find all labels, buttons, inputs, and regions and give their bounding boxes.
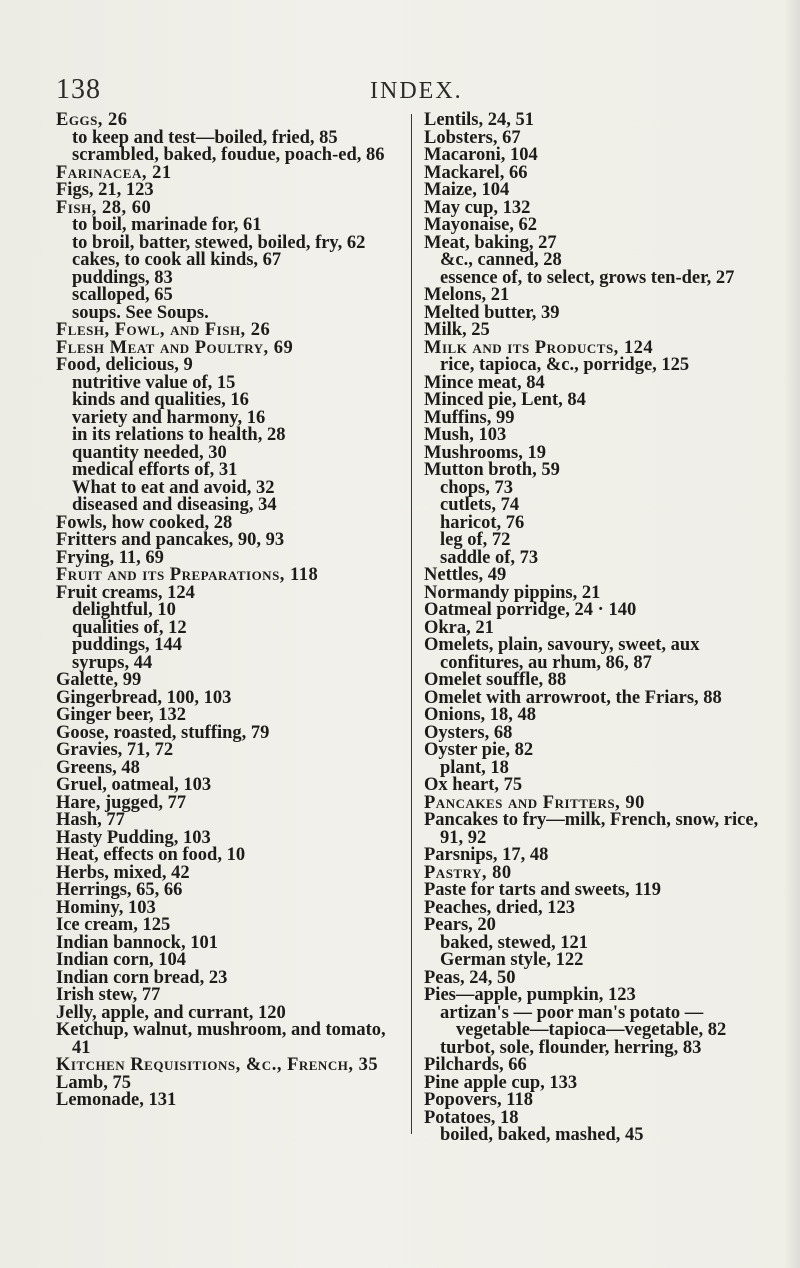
index-subentry: scalloped, 65 — [72, 285, 173, 305]
index-subentry: medical efforts of, 31 — [72, 460, 238, 480]
index-entry: Pears, 20 — [424, 915, 496, 935]
running-head — [0, 62, 800, 105]
index-entry: Indian corn bread, 23 — [56, 967, 228, 988]
index-entry: Eggs, 26 — [56, 110, 128, 130]
index-subentry: cutlets, 74 — [440, 495, 520, 515]
index-subentry: nutritive value of, 15 — [72, 372, 236, 393]
index-entry: Pine apple cup, 133 — [424, 1072, 578, 1093]
index-entry: Potatoes, 18 — [424, 1107, 519, 1128]
index-entry: Frying, 11, 69 — [56, 547, 164, 568]
index-entry: Melons, 21 — [424, 285, 510, 305]
index-entry: Fruit creams, 124 — [56, 582, 195, 603]
index-entry: Fish, 28, 60 — [56, 197, 152, 218]
index-entry: Ketchup, walnut, mushroom, and tomato, 41 — [56, 1020, 386, 1058]
index-subentry: What to eat and avoid, 32 — [72, 477, 275, 498]
index-entry: Hare, jugged, 77 — [56, 792, 187, 813]
index-entry: Hasty Pudding, 103 — [56, 827, 211, 848]
index-entry: Flesh, Fowl, and Fish, 26 — [56, 320, 271, 340]
index-entry: Popovers, 118 — [424, 1090, 533, 1110]
index-entry: Gravies, 71, 72 — [56, 740, 174, 760]
page-title: INDEX. — [370, 78, 463, 104]
index-subentry: haricot, 76 — [440, 512, 525, 533]
index-entry: Normandy pippins, 21 — [424, 582, 601, 603]
index-entry: Kitchen Requisitions, &c., French, 35 — [56, 1055, 379, 1075]
index-entry: Pies—apple, pumpkin, 123 — [424, 985, 636, 1005]
index-subentry: kinds and qualities, 16 — [72, 390, 249, 410]
index-entry: Mince meat, 84 — [424, 372, 545, 393]
index-entry: Ice cream, 125 — [56, 915, 171, 935]
index-subentry: German style, 122 — [440, 950, 584, 970]
index-subentry: scrambled, baked, foudue, poach-ed, 86 — [72, 145, 385, 165]
index-column-right — [424, 112, 776, 1145]
index-subentry: to boil, marinade for, 61 — [72, 215, 262, 235]
index-entry: Irish stew, 77 — [56, 985, 161, 1005]
index-entry: Goose, roasted, stuffing, 79 — [56, 722, 270, 743]
index-subentry: delightful, 10 — [72, 600, 176, 620]
index-subentry: baked, stewed, 121 — [440, 932, 589, 953]
index-subentry: puddings, 83 — [72, 267, 173, 288]
index-column-left — [56, 112, 408, 1110]
index-entry: Ox heart, 75 — [424, 775, 523, 795]
index-entry: Jelly, apple, and currant, 120 — [56, 1002, 286, 1023]
index-subentry: diseased and diseasing, 34 — [72, 495, 277, 515]
index-entry: Okra, 21 — [424, 617, 494, 638]
index-entry: Meat, baking, 27 — [424, 232, 557, 253]
index-entry: Maize, 104 — [424, 180, 510, 200]
index-subentry: rice, tapioca, &c., porridge, 125 — [440, 355, 690, 375]
index-entry: Lentils, 24, 51 — [424, 110, 534, 130]
index-entry: Ginger beer, 132 — [56, 705, 187, 725]
index-entry: Gingerbread, 100, 103 — [56, 687, 232, 708]
column-divider — [411, 114, 412, 1134]
index-subentry: to broil, batter, stewed, boiled, fry, 62 — [72, 232, 366, 253]
index-entry: Omelet with arrowroot, the Friars, 88 — [424, 687, 722, 708]
index-entry: Lobsters, 67 — [424, 127, 521, 148]
index-entry: Onions, 18, 48 — [424, 705, 537, 725]
index-entry: Mushrooms, 19 — [424, 442, 546, 463]
index-subentry: to keep and test—boiled, fried, 85 — [72, 127, 338, 148]
index-entry: Oatmeal porridge, 24 · 140 — [424, 600, 637, 620]
index-subentry: &c., canned, 28 — [440, 250, 562, 270]
index-entry: Hash, 77 — [56, 810, 125, 830]
index-subentry: qualities of, 12 — [72, 617, 187, 638]
page-edge-shadow — [784, 0, 800, 1268]
index-entry: Greens, 48 — [56, 757, 140, 778]
index-entry: Milk, 25 — [424, 320, 490, 340]
index-entry: Fritters and pancakes, 90, 93 — [56, 530, 285, 550]
index-entry: Farinacea, 21 — [56, 162, 172, 183]
index-entry: Pilchards, 66 — [424, 1055, 527, 1075]
index-entry: Omelet souffle, 88 — [424, 670, 567, 690]
index-subentry: plant, 18 — [440, 757, 509, 778]
index-subentry: chops, 73 — [440, 477, 513, 498]
index-entry: Gruel, oatmeal, 103 — [56, 775, 212, 795]
index-subentry: saddle of, 73 — [440, 547, 539, 568]
index-subentry: in its relations to health, 28 — [72, 425, 286, 445]
index-subentry: boiled, baked, mashed, 45 — [440, 1125, 644, 1145]
page-number: 138 — [56, 74, 101, 105]
index-subentry: variety and harmony, 16 — [72, 407, 266, 428]
index-entry: Paste for tarts and sweets, 119 — [424, 880, 662, 900]
index-entry: Galette, 99 — [56, 670, 142, 690]
index-entry: Mackarel, 66 — [424, 162, 528, 183]
index-entry: Omelets, plain, savoury, sweet, aux confitures, au rhum, 86, 87 — [424, 635, 700, 673]
index-entry: Peaches, dried, 123 — [424, 897, 576, 918]
index-entry: Indian bannock, 101 — [56, 932, 218, 953]
index-entry: Fowls, how cooked, 28 — [56, 512, 233, 533]
index-subentry: puddings, 144 — [72, 635, 183, 655]
index-entry: Oysters, 68 — [424, 722, 513, 743]
index-entry: Herbs, mixed, 42 — [56, 862, 190, 883]
index-entry: Heat, effects on food, 10 — [56, 845, 246, 865]
index-entry: Indian corn, 104 — [56, 950, 187, 970]
index-entry: Mush, 103 — [424, 425, 507, 445]
index-entry: Nettles, 49 — [424, 565, 507, 585]
index-entry: Mutton broth, 59 — [424, 460, 560, 480]
index-entry: Pastry, 80 — [424, 862, 512, 883]
index-entry: Pancakes and Fritters, 90 — [424, 792, 645, 813]
index-entry: Milk and its Products, 124 — [424, 337, 654, 358]
index-entry: Lemonade, 131 — [56, 1090, 177, 1110]
index-subentry: turbot, sole, flounder, herring, 83 — [440, 1037, 702, 1058]
index-entry: Minced pie, Lent, 84 — [424, 390, 586, 410]
index-entry: Mayonaise, 62 — [424, 215, 538, 235]
index-entry: Food, delicious, 9 — [56, 355, 193, 375]
index-entry: Figs, 21, 123 — [56, 180, 154, 200]
index-entry: Herrings, 65, 66 — [56, 880, 183, 900]
index-subentry: essence of, to select, grows ten-der, 27 — [440, 267, 735, 288]
index-subentry: syrups, 44 — [72, 652, 153, 673]
index-entry: Fruit and its Preparations, 118 — [56, 565, 319, 585]
index-subentry: soups. See Soups. — [72, 302, 209, 323]
index-entry: Pancakes to fry—milk, French, snow, rice, 91, 92 — [424, 810, 759, 848]
index-entry: Hominy, 103 — [56, 897, 156, 918]
index-entry: Peas, 24, 50 — [424, 967, 516, 988]
index-entry: May cup, 132 — [424, 197, 531, 218]
index-subentry: artizan's — poor man's potato — vegetable—tapioca—vegetable, 82 — [440, 1002, 727, 1040]
index-entry: Muffins, 99 — [424, 407, 515, 428]
index-entry: Oyster pie, 82 — [424, 740, 534, 760]
index-subentry: leg of, 72 — [440, 530, 511, 550]
index-subentry: cakes, to cook all kinds, 67 — [72, 250, 282, 270]
index-entry: Lamb, 75 — [56, 1072, 132, 1093]
index-entry: Parsnips, 17, 48 — [424, 845, 549, 865]
index-entry: Melted butter, 39 — [424, 302, 560, 323]
index-entry: Flesh Meat and Poultry, 69 — [56, 337, 294, 358]
index-subentry: quantity needed, 30 — [72, 442, 227, 463]
index-entry: Macaroni, 104 — [424, 145, 538, 165]
